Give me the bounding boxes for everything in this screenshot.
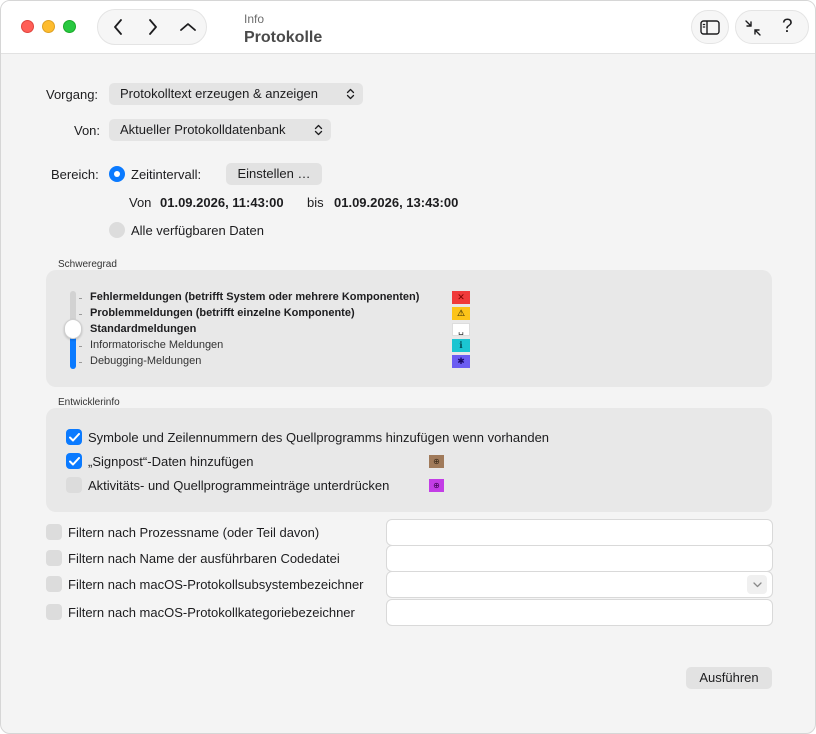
range-to-value: 01.09.2026, 13:43:00 [334, 195, 459, 210]
warning-icon: ⚠ [452, 307, 470, 320]
severity-warning-label: Problemmeldungen (betrifft einzelne Komponente) [90, 307, 355, 319]
filter-category-input[interactable] [386, 599, 773, 626]
filter-executable-label: Filtern nach Name der ausführbaren Codedatei [68, 551, 340, 566]
updown-chevron-icon [346, 88, 355, 100]
signpost-icon: ⊕ [429, 455, 444, 468]
vorgang-popup[interactable] [109, 83, 363, 105]
developer-section-title: Entwicklerinfo [58, 397, 120, 408]
titlebar [1, 1, 816, 54]
severity-error-label: Fehlermeldungen (betrifft System oder mehrere Komponenten) [90, 291, 420, 303]
signpost-label: „Signpost“-Daten hinzufügen [88, 454, 254, 469]
bereich-label: Bereich: [51, 167, 99, 182]
von-value: Aktueller Protokolldatenbank [120, 122, 286, 137]
activity-icon: ⊕ [429, 479, 444, 492]
zeitintervall-label: Zeitintervall: [131, 167, 202, 182]
back-button[interactable] [100, 10, 136, 44]
vorgang-label: Vorgang: [46, 87, 99, 102]
run-button[interactable]: Ausführen [686, 667, 772, 689]
suppress-checkbox[interactable] [66, 477, 82, 493]
debug-icon: ✱ [452, 355, 470, 368]
filter-executable-input[interactable] [386, 545, 773, 572]
window-subtitle: Info [244, 12, 265, 26]
signpost-checkbox[interactable] [66, 453, 82, 469]
range-from-value: 01.09.2026, 11:43:00 [160, 195, 284, 210]
zeitintervall-radio[interactable] [109, 166, 125, 182]
window-title: Protokolle [244, 29, 323, 46]
filter-process-label: Filtern nach Prozessname (oder Teil davon) [68, 525, 320, 540]
filter-process-input[interactable] [386, 519, 773, 546]
chevron-left-icon [113, 19, 123, 35]
filter-category-checkbox[interactable] [46, 604, 62, 620]
von-popup[interactable] [109, 119, 331, 141]
collapse-button[interactable] [744, 19, 764, 37]
error-icon: ✕ [452, 291, 470, 304]
range-from-label: Von [129, 195, 152, 210]
severity-info-label: Informatorische Meldungen [90, 339, 224, 351]
zoom-window-button[interactable] [63, 20, 76, 33]
sidebar-toggle-button[interactable] [691, 10, 729, 44]
severity-section-title: Schweregrad [58, 259, 117, 270]
slider-tick [79, 298, 82, 299]
filter-executable-checkbox[interactable] [46, 550, 62, 566]
help-button[interactable]: ? [782, 16, 793, 37]
suppress-label: Aktivitäts- und Quellprogrammeinträge unterdrücken [88, 478, 390, 493]
combobox-dropdown-button[interactable] [747, 575, 767, 594]
info-icon: ℹ [452, 339, 470, 352]
forward-button[interactable] [135, 10, 171, 44]
up-button[interactable] [170, 10, 206, 44]
slider-tick [79, 346, 82, 347]
navigation-group [97, 9, 207, 45]
filter-subsystem-combobox[interactable] [386, 571, 773, 598]
slider-tick [79, 362, 82, 363]
severity-slider-thumb[interactable] [64, 319, 82, 339]
toolbar-right-group [735, 10, 809, 44]
alle-daten-radio[interactable] [109, 222, 125, 238]
slider-tick [79, 314, 82, 315]
filter-subsystem-label: Filtern nach macOS-Protokollsubsystembezeichner [68, 577, 364, 592]
filter-category-label: Filtern nach macOS-Protokollkategoriebezeichner [68, 605, 355, 620]
chevron-down-icon [753, 582, 762, 588]
checkmark-icon [69, 433, 80, 442]
sidebar-icon [700, 20, 720, 35]
updown-chevron-icon [314, 124, 323, 136]
von-label: Von: [74, 123, 101, 138]
vorgang-value: Protokolltext erzeugen & anzeigen [120, 86, 319, 101]
checkmark-icon [69, 457, 80, 466]
default-icon: ␣ [452, 323, 470, 336]
range-to-label: bis [307, 195, 324, 210]
severity-default-label: Standardmeldungen [90, 323, 197, 335]
symbols-label: Symbole und Zeilennummern des Quellprogramms hinzufügen wenn vorhanden [88, 430, 550, 445]
title-block [244, 12, 322, 47]
alle-daten-label: Alle verfügbaren Daten [131, 223, 264, 238]
minimize-window-button[interactable] [42, 20, 55, 33]
close-window-button[interactable] [21, 20, 34, 33]
severity-debug-label: Debugging-Meldungen [90, 355, 202, 367]
collapse-arrows-icon [744, 19, 762, 37]
chevron-right-icon [148, 19, 158, 35]
chevron-up-icon [180, 22, 196, 32]
einstellen-button[interactable]: Einstellen … [226, 163, 322, 185]
filter-process-checkbox[interactable] [46, 524, 62, 540]
symbols-checkbox[interactable] [66, 429, 82, 445]
filter-subsystem-checkbox[interactable] [46, 576, 62, 592]
